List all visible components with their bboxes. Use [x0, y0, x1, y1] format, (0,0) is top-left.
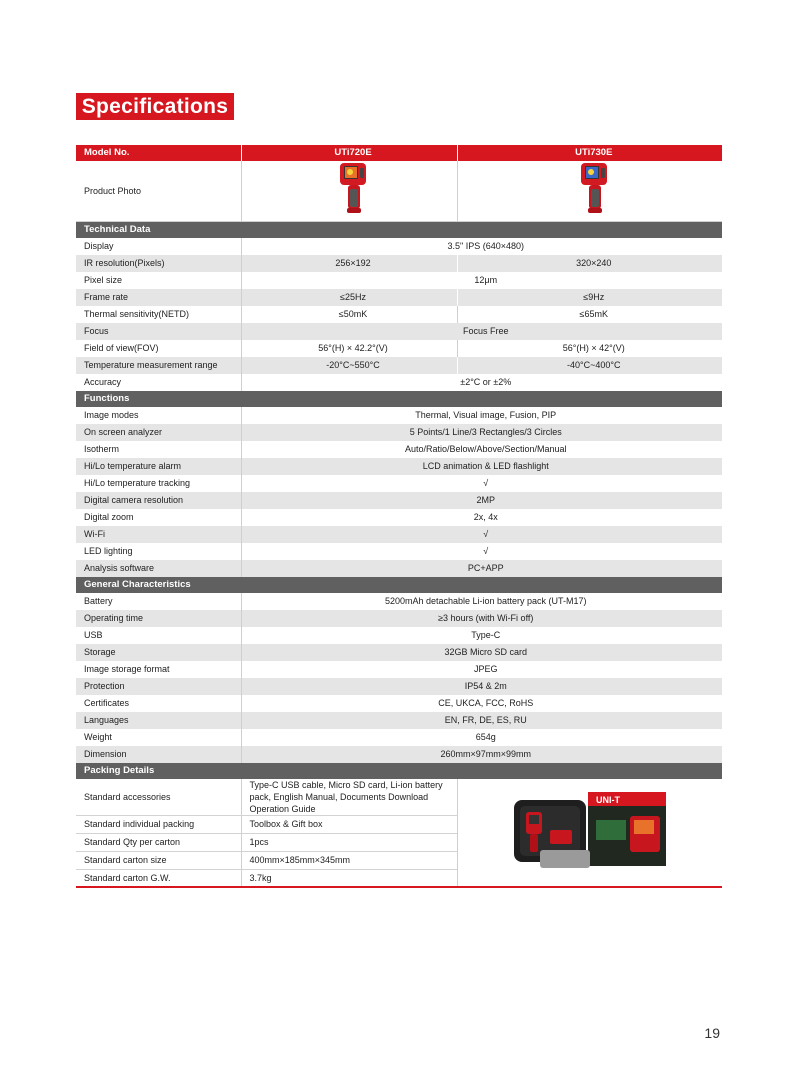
row-value-a: 256×192	[241, 255, 457, 272]
table-row	[76, 661, 722, 678]
row-label: Focus	[76, 323, 241, 340]
row-label: Frame rate	[76, 289, 241, 306]
row-value-a: ≤50mK	[241, 306, 457, 323]
row-value: Focus Free	[241, 323, 722, 340]
section-title: Packing Details	[76, 763, 722, 779]
row-value: LCD animation & LED flashlight	[241, 458, 722, 475]
section-general-characteristics	[76, 577, 722, 593]
table-row	[76, 695, 722, 712]
row-value: 12μm	[241, 272, 722, 289]
row-value: Toolbox & Gift box	[241, 816, 457, 834]
table-row	[76, 712, 722, 729]
row-value: 5 Points/1 Line/3 Rectangles/3 Circles	[241, 424, 722, 441]
row-label: Accuracy	[76, 374, 241, 391]
section-technical-data	[76, 222, 722, 239]
row-value: JPEG	[241, 661, 722, 678]
row-label: Weight	[76, 729, 241, 746]
section-packing-details	[76, 763, 722, 779]
row-value-b: 56°(H) × 42°(V)	[457, 340, 722, 357]
row-label: Languages	[76, 712, 241, 729]
table-row	[76, 509, 722, 526]
row-label: Field of view(FOV)	[76, 340, 241, 357]
table-row	[76, 424, 722, 441]
product-photo-label: Product Photo	[76, 161, 241, 222]
table-row	[76, 374, 722, 391]
section-functions	[76, 391, 722, 407]
row-value-b: ≤9Hz	[457, 289, 722, 306]
table-row	[76, 644, 722, 661]
row-label: Storage	[76, 644, 241, 661]
table-row	[76, 272, 722, 289]
brand-logo: UNI-T	[595, 794, 620, 805]
row-label: Dimension	[76, 746, 241, 763]
section-title: General Characteristics	[76, 577, 722, 593]
row-value: Auto/Ratio/Below/Above/Section/Manual	[241, 441, 722, 458]
table-row	[76, 357, 722, 374]
row-label: Image storage format	[76, 661, 241, 678]
table-row	[76, 492, 722, 509]
row-label: Protection	[76, 678, 241, 695]
row-label: Wi-Fi	[76, 526, 241, 543]
product-photo-row	[76, 161, 722, 222]
product-photo-b	[457, 161, 722, 222]
row-value: EN, FR, DE, ES, RU	[241, 712, 722, 729]
table-row	[76, 289, 722, 306]
row-value: Type-C USB cable, Micro SD card, Li-ion battery pack, English Manual, Documents Download Operation Guide	[241, 779, 457, 816]
model-no-label: Model No.	[76, 145, 241, 161]
row-value-b: -40°C~400°C	[457, 357, 722, 374]
row-label: Standard individual packing	[76, 816, 241, 834]
table-row	[76, 729, 722, 746]
row-label: LED lighting	[76, 543, 241, 560]
row-value-a: ≤25Hz	[241, 289, 457, 306]
row-label: Thermal sensitivity(NETD)	[76, 306, 241, 323]
row-value: √	[241, 475, 722, 492]
row-label: Certificates	[76, 695, 241, 712]
row-label: USB	[76, 627, 241, 644]
table-row	[76, 323, 722, 340]
model-b-label: UTi730E	[457, 145, 722, 161]
row-label: On screen analyzer	[76, 424, 241, 441]
row-value: 32GB Micro SD card	[241, 644, 722, 661]
page-title: Specifications	[76, 93, 234, 120]
table-row	[76, 306, 722, 323]
row-value-a: -20°C~550°C	[241, 357, 457, 374]
row-value: √	[241, 526, 722, 543]
product-photo-a	[241, 161, 457, 222]
row-label: Standard carton size	[76, 852, 241, 870]
page-number: 19	[704, 1025, 720, 1041]
row-value: 2MP	[241, 492, 722, 509]
model-header-row	[76, 145, 722, 161]
row-label: Standard accessories	[76, 779, 241, 816]
row-value: 2x, 4x	[241, 509, 722, 526]
section-title: Technical Data	[76, 222, 722, 239]
row-label: Standard carton G.W.	[76, 870, 241, 888]
row-value-b: 320×240	[457, 255, 722, 272]
table-row	[76, 779, 722, 816]
package-photo	[457, 779, 722, 888]
table-row	[76, 255, 722, 272]
row-label: Analysis software	[76, 560, 241, 577]
table-row	[76, 340, 722, 357]
table-row	[76, 407, 722, 424]
table-row	[76, 441, 722, 458]
row-value: √	[241, 543, 722, 560]
row-value: CE, UKCA, FCC, RoHS	[241, 695, 722, 712]
row-value: Thermal, Visual image, Fusion, PIP	[241, 407, 722, 424]
row-value: 3.7kg	[241, 870, 457, 888]
row-label: Hi/Lo temperature alarm	[76, 458, 241, 475]
table-row	[76, 678, 722, 695]
row-label: Standard Qty per carton	[76, 834, 241, 852]
row-value-b: ≤65mK	[457, 306, 722, 323]
package-photo-icon	[510, 790, 670, 874]
row-label: Isotherm	[76, 441, 241, 458]
row-value: 5200mAh detachable Li-ion battery pack (UT-M17)	[241, 593, 722, 610]
table-row	[76, 458, 722, 475]
row-label: Display	[76, 238, 241, 255]
row-value: Type-C	[241, 627, 722, 644]
row-value: IP54 & 2m	[241, 678, 722, 695]
model-a-label: UTi720E	[241, 145, 457, 161]
row-value: PC+APP	[241, 560, 722, 577]
table-row	[76, 746, 722, 763]
row-value: ≥3 hours (with Wi-Fi off)	[241, 610, 722, 627]
row-label: Temperature measurement range	[76, 357, 241, 374]
table-row	[76, 543, 722, 560]
row-value: 260mm×97mm×99mm	[241, 746, 722, 763]
row-value: 3.5" IPS (640×480)	[241, 238, 722, 255]
row-value: 1pcs	[241, 834, 457, 852]
bottom-divider	[76, 886, 722, 888]
table-row	[76, 627, 722, 644]
thermal-camera-icon	[338, 161, 368, 215]
row-label: Image modes	[76, 407, 241, 424]
table-row	[76, 610, 722, 627]
row-label: Digital camera resolution	[76, 492, 241, 509]
thermal-camera-icon	[579, 161, 609, 215]
table-row	[76, 475, 722, 492]
row-label: Battery	[76, 593, 241, 610]
specifications-table	[76, 145, 722, 888]
table-row	[76, 526, 722, 543]
table-row	[76, 593, 722, 610]
row-label: Pixel size	[76, 272, 241, 289]
table-row	[76, 238, 722, 255]
row-label: Digital zoom	[76, 509, 241, 526]
row-label: Hi/Lo temperature tracking	[76, 475, 241, 492]
row-label: IR resolution(Pixels)	[76, 255, 241, 272]
row-value: 654g	[241, 729, 722, 746]
row-label: Operating time	[76, 610, 241, 627]
row-value: ±2°C or ±2%	[241, 374, 722, 391]
row-value: 400mm×185mm×345mm	[241, 852, 457, 870]
row-value-a: 56°(H) × 42.2°(V)	[241, 340, 457, 357]
table-row	[76, 560, 722, 577]
section-title: Functions	[76, 391, 722, 407]
